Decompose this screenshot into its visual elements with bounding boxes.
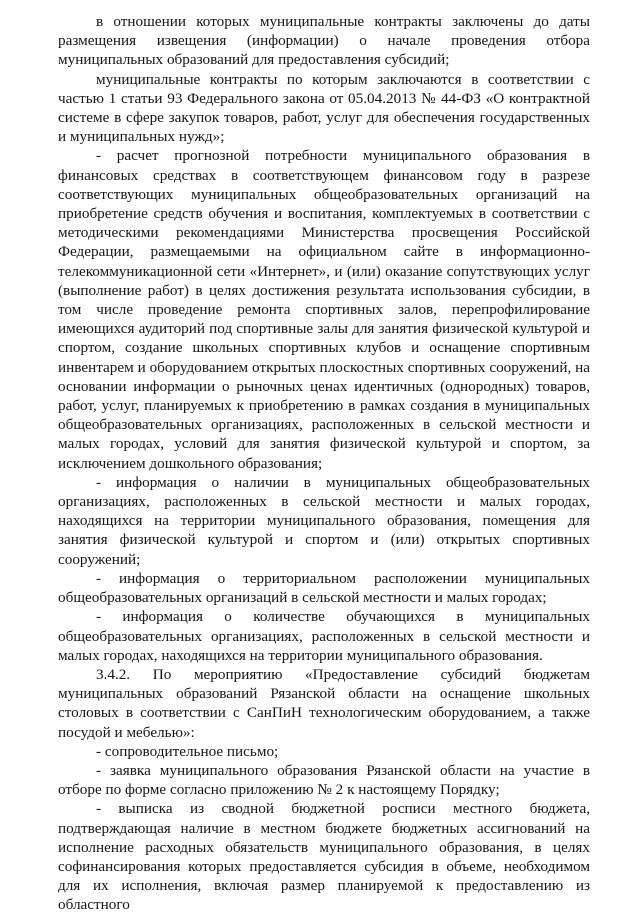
paragraph-student-count-info: - информация о количестве обучающихся в муниципальных общеобразовательных организациях, расположенных в сельской местности и малых городах, находящихся на территории муниципального образования. bbox=[58, 608, 590, 664]
paragraph-contracts-before-notice: в отношении которых муниципальные контракты заключены до даты размещения извещения (информации) о начале проведения отбора муниципальных образований для предоставления субсидий; bbox=[58, 13, 590, 69]
paragraph-sports-premises-info: - информация о наличии в муниципальных общеобразовательных организациях, расположенных в сельской местности и малых городах, находящихся на территории муниципального образования, помещения для занятия физической культурой и спортом и (или) открытых спортивных сооружений; bbox=[58, 473, 590, 568]
document-page bbox=[58, 12, 590, 915]
paragraph-budget-extract: - выписка из сводной бюджетной росписи местного бюджета, подтверждающая наличие в местном бюджете бюджетных ассигнований на исполнение расходных обязательств муниципального образования, в целях софинансирования которых предоставляется субсидия в объеме, необходимом для их исполнения, включая размер планируемой к предоставлению из областного bbox=[58, 800, 590, 914]
paragraph-section-3-4-2: 3.4.2. По мероприятию «Предоставление субсидий бюджетам муниципальных образований Рязанской области на оснащение школьных столовых в соответствии с СанПиН технологическим оборудованием, а также посудой и мебелью»: bbox=[58, 665, 590, 741]
paragraph-contracts-article-93: муниципальные контракты по которым заключаются в соответствии с частью 1 статьи 93 Федерального закона от 05.04.2013 № 44-ФЗ «О контрактной системе в сфере закупок товаров, работ, услуг для обеспечения государственных и муниципальных нужд»; bbox=[58, 70, 590, 146]
paragraph-needs-calculation: - расчет прогнозной потребности муниципального образования в финансовых средствах в соответствующем финансовом году в разрезе соответствующих муниципальных общеобразовательных организаций на приобретение средств обучения и воспитания, комплектуемых в соответствии с методическими рекомендациями Министерства просвещения Российской Федерации, размещаемыми на официальном сайте в информационно-телекоммуникационной сети «Интернет», и (или) оказание сопутствующих услуг (выполнение работ) в целях достижения результата использования субсидии, в том числе проведение ремонта спортивных залов, перепрофилирование имеющихся аудиторий под спортивные залы для занятия физической культурой и спортом, создание школьных спортивных клубов и оснащение спортивным инвентарем и оборудованием открытых плоскостных спортивных сооружений, на основании информации о рыночных ценах идентичных (однородных) товаров, работ, услуг, планируемых к приобретению в рамках создания в муниципальных общеобразовательных организациях, расположенных в сельской местности и малых городах, условий для занятия физической культурой и спортом, за исключением дошкольного образования; bbox=[58, 147, 590, 472]
paragraph-application-form: - заявка муниципального образования Рязанской области на участие в отборе по форме согласно приложению № 2 к настоящему Порядку; bbox=[58, 761, 590, 799]
paragraph-territorial-location-info: - информация о территориальном расположении муниципальных общеобразовательных организаций в сельской местности и малых городах; bbox=[58, 569, 590, 607]
paragraph-cover-letter: - сопроводительное письмо; bbox=[96, 742, 279, 760]
